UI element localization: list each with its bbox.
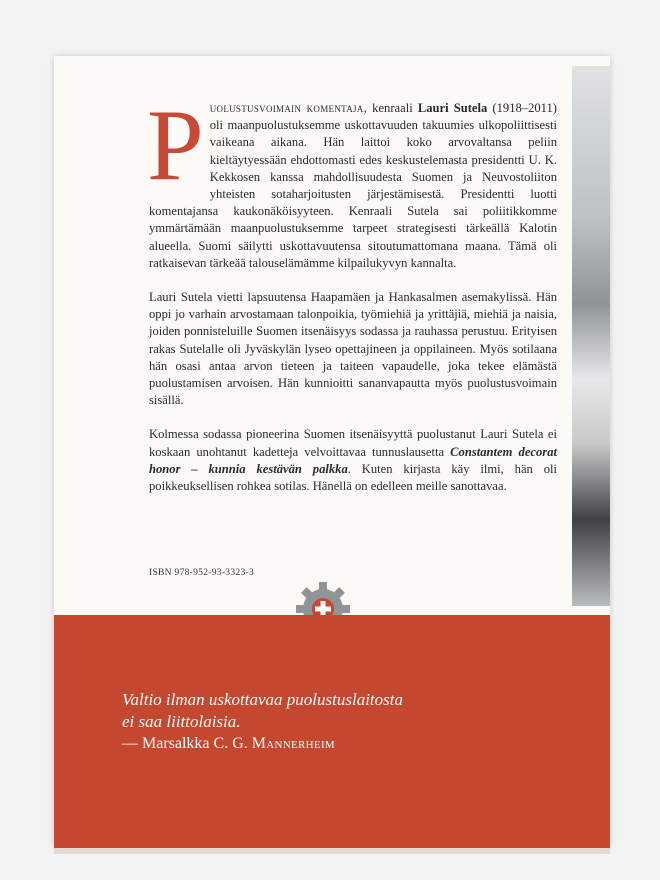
book-back-cover (54, 56, 610, 848)
isbn-text: ISBN 978-952-93-3323-3 (149, 568, 255, 578)
paragraph-3-post: . Kuten kirjasta käy ilmi, hän oli poikkeuksellisen rohkea sotilas. Hänellä on edelleen meille sanottavaa. (149, 461, 557, 494)
paragraph-1-body: (1918–2011) oli maanpuolustuksemme uskottavuuden takuumies ulkopoliittisesti vaikeana aikana. Hän laittoi koko arvovaltansa peliin kieltäytyessään ehdottomasti edes keskustelemasta presidentti U. K. Kekkosen kanssa mahdollisuudesta Suomen ja Neuvostoliiton yhteisten sotaharjoitusten järjestämisestä. Presidentti luotti komentajansa kaukonäköisyyteen. Kenraali Sutela sai poliitikkomme ymmärtämään maanpuolustuksemme tarpeet strategisesti tärkeällä Kalotin alueella. Suomi säilytti uskottavuutensa sitoutumattomana maana. Tämä oli ratkaisevan tärkeää talouselämämme kilpailukyvyn kannalta. (149, 101, 558, 270)
author-name: Lauri Sutela (417, 101, 488, 115)
quote-text (122, 689, 562, 733)
paragraph-1 (147, 89, 558, 272)
quote-band (54, 615, 610, 848)
lead-smallcaps: uolustusvoimain komentaja, (209, 101, 368, 115)
book-bottom-edge (54, 848, 610, 854)
quote-line-2: ei saa liittolaisia. (122, 712, 241, 731)
quote-line-1: Valtio ilman uskottavaa puolustuslaitosta (122, 690, 403, 709)
pre-name-text: kenraali (367, 101, 418, 115)
drop-cap: P (147, 89, 204, 202)
motto-text: Constantem decorat honor – kunnia kestävän palkka (149, 444, 558, 476)
paragraph-2: Lauri Sutela vietti lapsuutensa Haapamäen ja Hankasalmen asemakylissä. Hän oppi jo varhain arvostamaan talonpoikia, työmiehiä ja yrittäjiä, miehiä ja naisia, joiden ponnisteluille Suomen itsenäisyys sodassa ja rauhassa perustuu. Erityisen rakas Sutelalle oli Jyväskylän lyseo opettajineen ja oppilaineen. Myös sotilaana hän osasi antaa arvon tieteen ja taiteen vapaudelle, joka tekee elämästä puolustamisen arvoisen. Hän kunnioitti sananvapautta myös puolustusvoimain sisällä. (149, 290, 557, 408)
attribution-name: Mannerheim (251, 735, 335, 752)
paragraph-3-pre: Kolmessa sodassa pioneerina Suomen itsenäisyyttä puolustanut Lauri Sutela ei koskaan unohtanut kadetteja velvoittavaa tunnuslausetta (149, 427, 557, 459)
cover-photo-strip (572, 66, 610, 606)
quote-attribution (122, 735, 335, 753)
paragraph-3 (149, 426, 557, 495)
blurb-text (147, 89, 558, 512)
attribution-prefix: — Marsalkka C. G. (122, 735, 252, 752)
